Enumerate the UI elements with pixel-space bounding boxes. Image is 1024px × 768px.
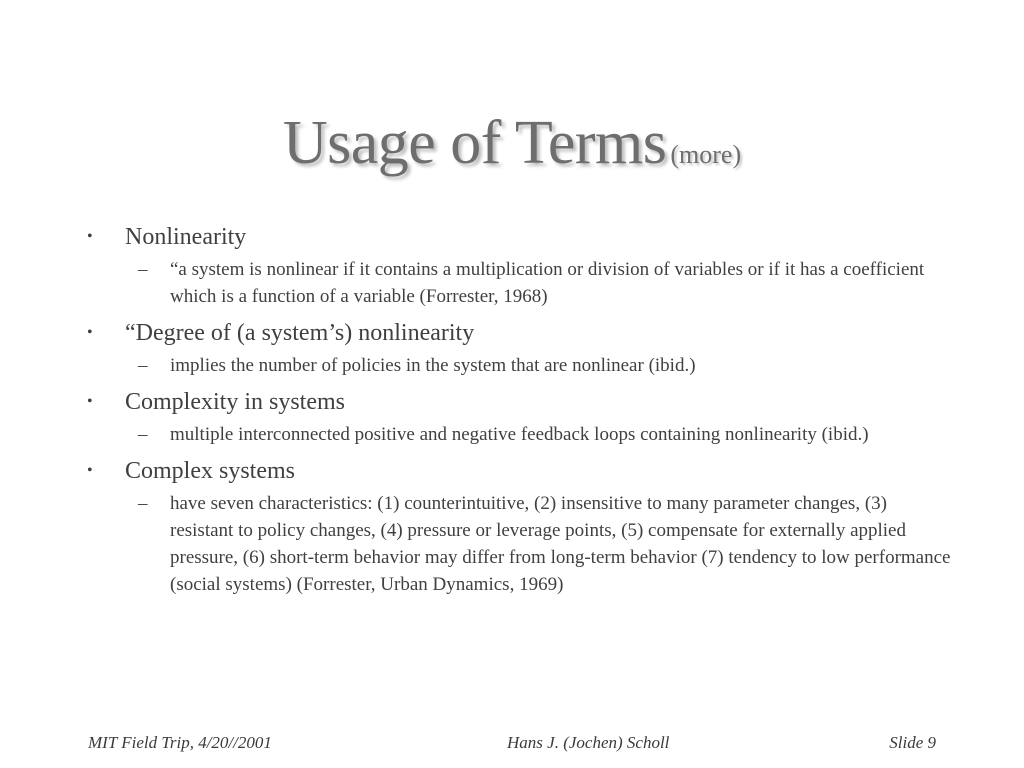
title-text: Usage of Terms (282, 109, 667, 177)
title-suffix: (more) (670, 140, 742, 169)
bullet-icon: • (87, 228, 93, 245)
sub-bullet-text: “a system is nonlinear if it contains a multiplication or division of variables or if it has a coefficient which is a function of a variable (Forrester, 1968) (170, 259, 925, 307)
sub-bullet-text: implies the number of policies in the system that are nonlinear (ibid.) (170, 355, 696, 376)
bullet-label: “Degree of (a system’s) nonlinearity (125, 320, 475, 346)
footer-center: Hans J. (Jochen) Scholl (507, 733, 670, 752)
dash-icon: – (138, 493, 148, 514)
bullet-icon: • (87, 324, 93, 341)
bullet-icon: • (87, 393, 93, 410)
footer-left: MIT Field Trip, 4/20//2001 (88, 733, 272, 752)
bullet-item (82, 456, 952, 486)
sub-bullet-item (82, 256, 952, 310)
bullet-item (82, 318, 952, 348)
bullet-label: Nonlinearity (125, 224, 247, 250)
bullet-item (82, 387, 952, 417)
dash-icon: – (138, 355, 148, 376)
sub-bullet-item (82, 352, 952, 379)
dash-icon: – (138, 259, 148, 280)
dash-icon: – (138, 424, 148, 445)
bullet-icon: • (87, 462, 93, 479)
bullet-label: Complex systems (125, 458, 296, 484)
sub-bullet-item (82, 421, 952, 448)
sub-bullet-text: have seven characteristics: (1) counterintuitive, (2) insensitive to many parameter changes, (3) resistant to policy changes, (4) pressure or leverage points, (5) compensate for externally applied pressure, (6) short-term behavior may differ from long-term behavior (7) tendency to low performance (social systems) (Forrester, Urban Dynamics, 1969) (170, 493, 951, 595)
sub-bullet-text: multiple interconnected positive and negative feedback loops containing nonlinearity (ibid.) (170, 424, 869, 445)
sub-bullet-item (82, 490, 952, 598)
slide-footer (0, 733, 1024, 757)
bullet-item (82, 222, 952, 252)
bullet-label: Complexity in systems (125, 389, 346, 415)
slide-body (82, 222, 952, 606)
slide-title (0, 108, 1024, 179)
footer-right: Slide 9 (889, 733, 936, 752)
